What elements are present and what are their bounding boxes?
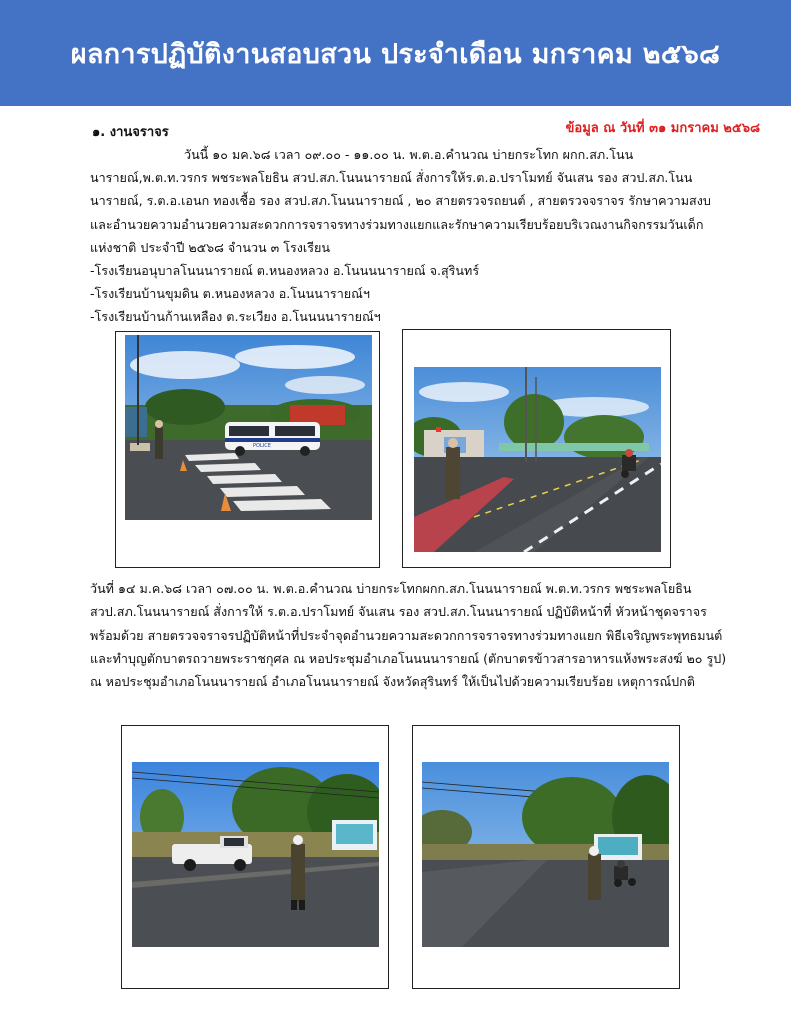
photo-officer-pickup-truck [132, 762, 379, 947]
school-list [90, 259, 479, 329]
photo-officer-road-motorcycle [414, 367, 661, 552]
photo-crosswalk-police-van [125, 335, 372, 520]
list-item: -โรงเรียนบ้านขุมดิน ต.หนองหลวง อ.โนนนารายณ์ฯ [90, 286, 370, 302]
paragraph-merit-ceremony: วันที่ ๑๔ ม.ค.๖๘ เวลา ๐๗.๐๐ น. พ.ต.อ.คำนวณ บ่ายกระโทกผกก.สภ.โนนนารายณ์ พ.ต.ท.วรกร พชระพลโยธิน สวป.สภ.โนนนารายณ์ สั่งการให้ ร.ต.อ.ปราโมทย์ จันเสน รอง สวป.สภ.โนนนารายณ์ ปฏิบัติหน้าที่ หัวหน้าชุดจราจร พร้อมด้วย สายตรวจจราจรปฏิบัติหน้าที่ประจำจุดอำนวยความสะดวกการจราจรทางร่วมทางแยก พิธีเจริญพระพุทธมนต์และทำบุญตักบาตรถวายพระราชกุศล ณ หอประชุมอำเภอโนนนนารายณ์ (ตักบาตรข้าวสารอาหารแห้งพระสงฆ์ ๒๐ รูป) ณ หอประชุมอำเภอโนนนารายณ์ อำเภอโนนนารายณ์ จังหวัดสุรินทร์ ให้เป็นไปด้วยความเรียบร้อย เหตุการณ์ปกติ [90, 581, 727, 690]
paragraph-children-day: วันนี้ ๑๐ มค.๖๘ เวลา ๐๙.๐๐ - ๑๑.๐๐ น. พ.ต.อ.คำนวณ บ่ายกระโทก ผกก.สภ.โนนนารายณ์,พ.ต.ท.วรกร พชระพลโยธิน สวป.สภ.โนนนารายณ์ สั่งการให้ร.ต.อ.ปราโมทย์ จันเสน รอง สวป.สภ.โนนนารายณ์, ร.ต.อ.เอนก ทองเชื้อ รอง สวป.สภ.โนนนารายณ์ , ๒๐ สายตรวจรถยนต์ , สายตรวจจราจร รักษาความสงบและอำนวยความอำนวยความสะดวกการจราจรทางร่วมทางแยกและรักษาความเรียบร้อยบริเวณงานกิจกรรมวันเด็กแห่งชาติ ประจำปี ๒๕๖๘ จำนวน ๓ โรงเรียน [90, 147, 711, 255]
list-item: -โรงเรียนบ้านก้านเหลือง ต.ระเวียง อ.โนนนนารายณ์ฯ [90, 309, 381, 325]
van-police-text: POLICE [253, 443, 271, 449]
data-as-of-note: ข้อมูล ณ วันที่ ๓๑ มกราคม ๒๕๖๘ [565, 121, 760, 136]
section-heading: ๑. งานจราจร [92, 125, 169, 140]
page-title: ผลการปฏิบัติงานสอบสวน ประจำเดือน มกราคม ๒๕๖๘ [70, 38, 721, 70]
photo-officer-road-curve [422, 762, 669, 947]
title-banner [0, 0, 791, 106]
list-item: -โรงเรียนอนุบาลโนนนารายณ์ ต.หนองหลวง อ.โนนนนารายณ์ จ.สุรินทร์ [90, 263, 480, 278]
